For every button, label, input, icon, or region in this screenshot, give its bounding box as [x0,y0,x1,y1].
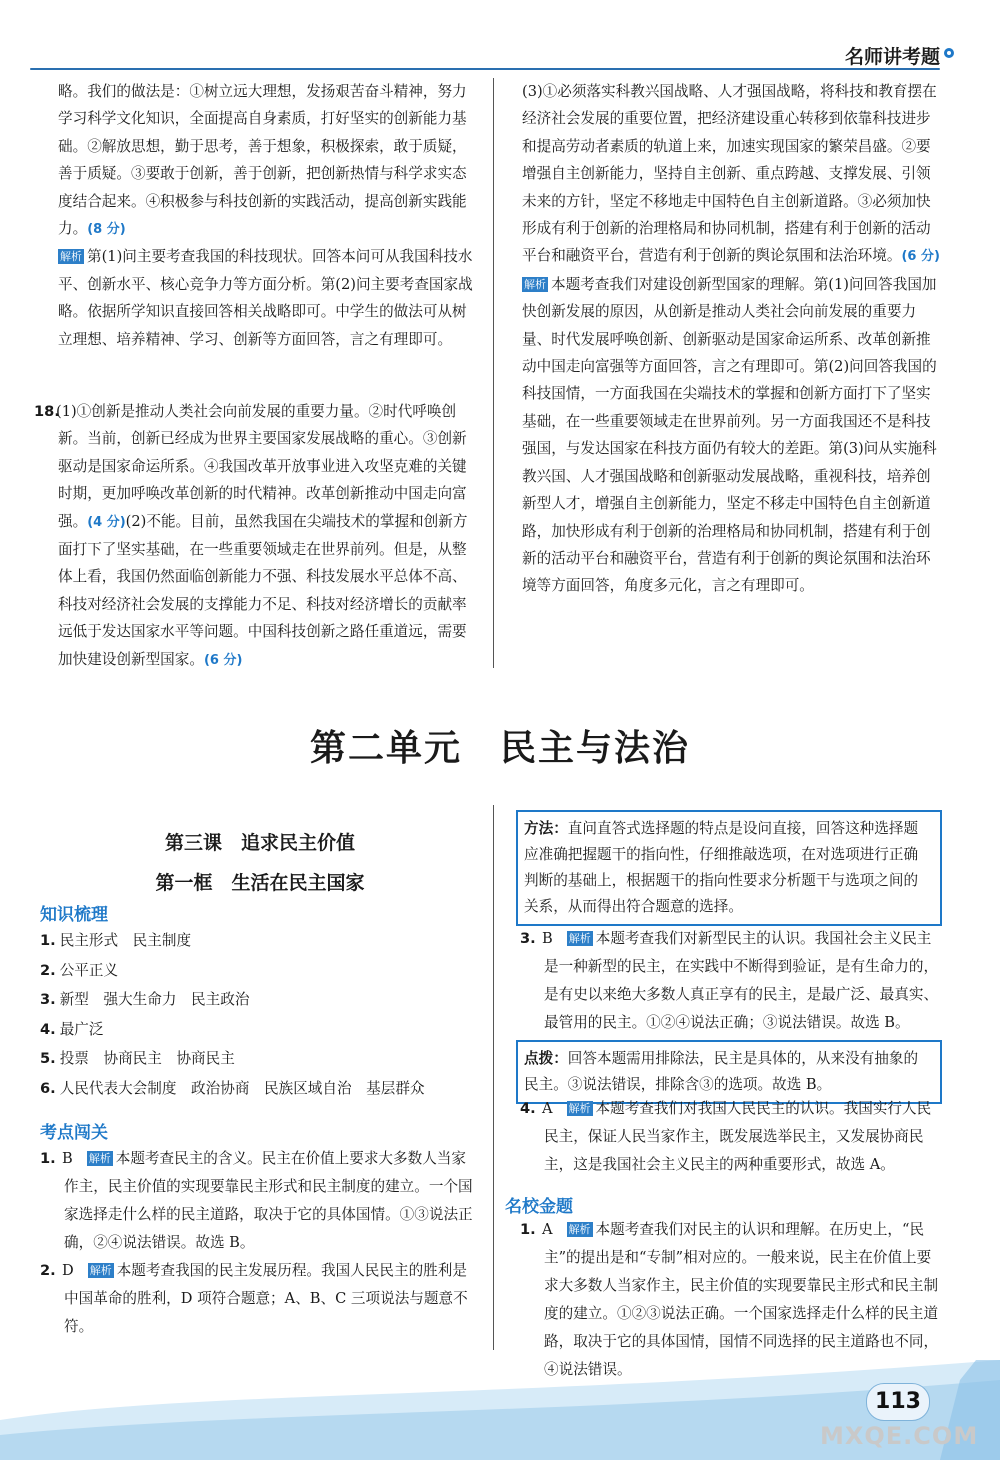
checkpoint-heading: 考点闯关 [40,1123,108,1143]
list-item: 5. 投票 协商民主 协商民主 [40,1050,235,1067]
right-top-column [522,78,940,600]
analysis-tag: 解析 [89,1264,112,1277]
analysis-paragraph: 解析 本题考查我们对建设创新型国家的理解。第(1)问回答我国加快创新发展的原因，从创新是推动人类社会向前发展的重要力量、时代发展呼唤创新、创新驱动是国家命运所系、改革创新推动中国走向富强等方面回答，言之有理即可。第(2)问回答我国的科技国情，一方面我国在尖端技术的掌握和创新方面打下了坚实基础，在一些重要领域走在世界前列。另一方面我国还不是科技强国，与发达国家在科技方面仍有较大的差距。第(3)问从实施科教兴国、人才强国战略和创新驱动发展战略，重视科技，培养创新型人才，增强自主创新能力，坚定不移走中国特色自主创新道路，加快形成有利于创新的治理格局和协同机制，搭建有利于创新的活动平台和融资平台，营造有利于创新的舆论氛围和法治环境等方面回答，角度多元化，言之有理即可。 [522,275,937,595]
list-item: 2. 公平正义 [40,961,119,979]
header-title: 名师讲考题 [844,46,940,68]
header-rule [30,68,940,70]
checkpoint-questions [40,1145,480,1341]
score: (4 分) [87,514,126,530]
analysis-tag: 解析 [568,932,591,945]
question-4: 4. A 解析 本题考查我们对我国人民民主的认识。我国实行人民民主，保证人民当家作主，既发展选举民主，又发展协商民主，这是我国社会主义民主的两种重要形式，故选 A。 [520,1100,932,1173]
list-item: 4. 最广泛 [40,1020,104,1038]
analysis-tag: 解析 [524,277,546,291]
score: (6 分) [901,249,940,265]
question-3: 3. B 解析 本题考查我们对新型民主的认识。我国社会主义民主是一种新型的民主，在实践中不断得到验证，是有生命力的，是有史以来绝大多数人真正享有的民主，是最广泛、最真实、最管用的民主。①②④说法正确；③说法错误。故选 B。 [520,930,939,1031]
analysis-tag: 解析 [88,1152,111,1165]
unit-title: 第二单元 民主与法治 [309,728,690,769]
knowledge-list [40,926,425,1103]
answer-paragraph: 略。我们的做法是：①树立远大理想，发扬艰苦奋斗精神，努力学习科学文化知识，全面提高自身素质，打好坚实的创新能力基础。②解放思想，勤于思考，善于想象，积极探索，敢于质疑，善于质疑。③要敢于创新，善于创新，把创新热情与科学求实态度结合起来。④积极参与科技创新的实践活动，提高创新实践能力。(8 分) [58,83,467,238]
left-top-column [58,78,478,353]
question-18: 18.(1)①创新是推动人类社会向前发展的重要力量。②时代呼唤创新。当前，创新已经成为世界主要国家发展战略的重心。③创新驱动是国家命运所系。④我国改革开放事业进入攻坚克难的关键时期，更加呼唤改革创新的时代精神。改革创新推动中国走向富强。(4 分)(2)不能。目前，虽然我国在尖端技术的掌握和创新方面打下了坚实基础，在一些重要领域走在世界前列。但是，从整体上看，我国仍然面临创新能力不强、科技发展水平总体不高、科技对经济社会发展的支撑能力不足、科技对经济增长的贡献率远低于发达国家水平等问题。中国科技创新之路任重道远，需要加快建设创新型国家。(6 分) [34,398,478,674]
lesson-subtitle: 第一框 生活在民主国家 [155,872,365,894]
tip-box: 点拨：回答本题需用排除法，民主是具体的，从来没有抽象的民主。③说法错误，排除含③的选项。故选 B。 [516,1040,942,1104]
famous-heading: 名校金题 [505,1197,573,1217]
answer-paragraph: (3)①必须落实科教兴国战略、人才强国战略，将科技和教育摆在经济社会发展的重要位置，把经济建设重心转移到依靠科技进步和提高劳动者素质的轨道上来，加速实现国家的繁荣昌盛。②要增强自主创新能力，坚持自主创新、重点跨越、支撑发展、引领未来的方针，坚定不移地走中国特色自主创新道路。③必须加快形成有利于创新的治理格局和协同机制，搭建有利于创新的活动平台和融资平台，营造有利于创新的舆论氛围和法治环境。(6 分) [522,83,940,265]
list-item: 1. 民主形式 民主制度 [40,932,192,949]
analysis-tag: 解析 [60,250,82,264]
column-divider [493,805,494,1350]
question-number: 18. [34,403,60,420]
watermark: MXQE.COM [820,1422,979,1450]
score: (8 分) [87,222,126,238]
knowledge-heading: 知识梳理 [40,905,108,925]
lesson-title: 第三课 追求民主价值 [164,832,355,854]
list-item: 6. 人民代表大会制度 政治协商 民族区域自治 基层群众 [40,1079,425,1097]
famous-question-1: 1. A 解析 本题考查我们对民主的认识和理解。在历史上，“民主”的提出是和“专制”相对应的。一般来说，民主在价值上要求大多数人当家作主，民主价值的实现要靠民主形式和民主制度的建立。①②③说法正确。一个国家选择走什么样的民主道路，取决于它的具体国情，国情不同选择的民主道路也不同，④说法错误。 [520,1221,939,1378]
header-ring-icon [944,48,954,58]
method-box: 方法：直问直答式选择题的特点是设问直接，回答这种选择题应准确把握题干的指向性，仔细推敲选项，在对选项进行正确判断的基础上，根据题干的指向性要求分析题干与选项之间的关系，从而得出符合题意的选择。 [516,810,942,926]
score: (6 分) [203,652,243,668]
analysis-tag: 解析 [568,1102,591,1115]
list-item: 3. 新型 强大生命力 民主政治 [40,991,250,1008]
analysis-tag: 解析 [568,1223,591,1236]
analysis-paragraph: 解析 第(1)问主要考查我国的科技现状。回答本问可从我国科技水平、创新水平、核心竞争力等方面分析。第(2)问主要考查国家战略。依据所学知识直接回答相关战略即可。中学生的做法可从树立理想、培养精神、学习、创新等方面回答，言之有理即可。 [58,248,473,348]
question-item: 2. D 解析 本题考查我国的民主发展历程。我国人民民主的胜利是中国革命的胜利，D 项符合题意；A、B、C 三项说法与题意不符。 [40,1262,468,1335]
page-number: 113 [866,1383,930,1421]
question-item: 1. B 解析 本题考查民主的含义。民主在价值上要求大多数人当家作主，民主价值的实现要靠民主形式和民主制度的建立。一个国家选择走什么样的民主道路，取决于它的具体国情。①③说法正确，②④说法错误。故选 B。 [40,1150,473,1251]
column-divider [493,78,494,668]
